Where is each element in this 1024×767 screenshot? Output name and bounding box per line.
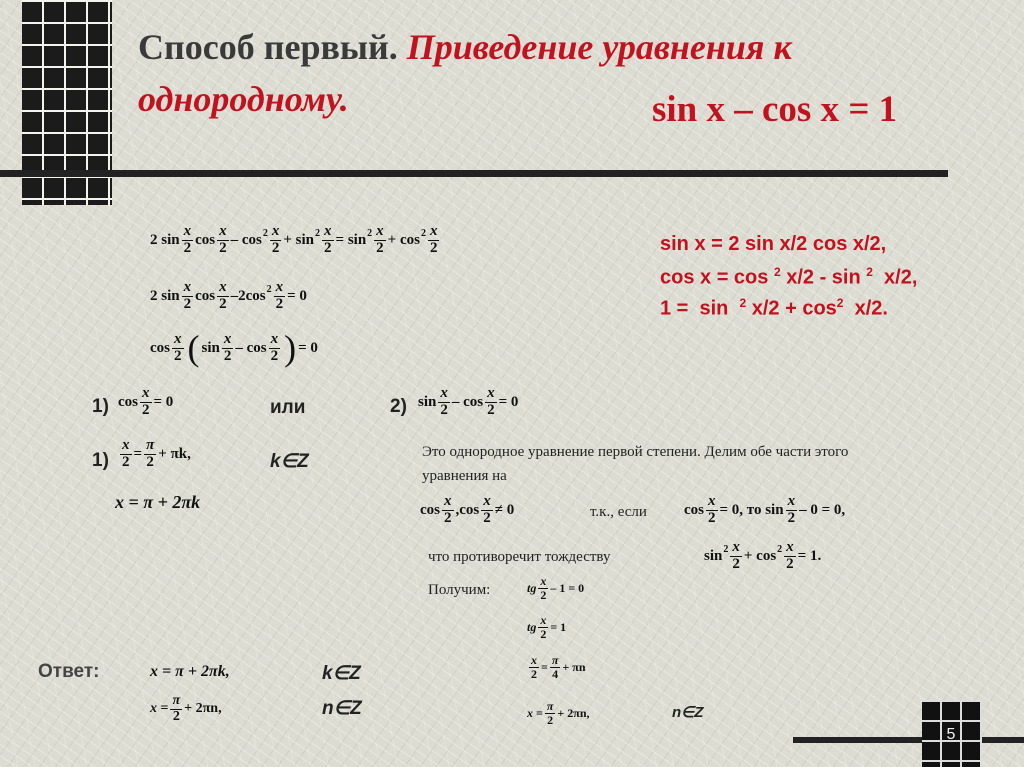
tg-step-4: x = $\frac{\pi}{2}$ + 2πn,: [527, 699, 590, 727]
case-one-solution: $\frac{x}{2}$ = $\frac{\pi}{2}$ + πk,: [122, 437, 191, 470]
identity-cos: cos x = cos $^2$ x/2 - sin $^2$ x/2,: [660, 265, 918, 289]
identity-one: 1 = sin $^2$ $x/2 + \cos^2 x/2$.: [660, 296, 888, 320]
homogeneous-text-2: уравнения на: [422, 468, 507, 484]
tg-step-3: $\frac{x}{2}$ = $\frac{\pi}{4}$ + πn: [531, 653, 586, 681]
slide-title-line2: однородному.: [138, 79, 349, 119]
or-label: или: [270, 397, 306, 418]
page-number: 5: [946, 726, 956, 743]
since-text: т.к., если: [590, 504, 647, 520]
tg-step-2: tg $\frac{x}{2}$ = 1: [527, 613, 567, 641]
answer-label: Ответ:: [38, 661, 100, 682]
equation-step-2: 2 sin $\frac{x}{2}$ cos $\frac{x}{2}$ – 2cos 2 $\frac{x}{2}$ = 0: [150, 279, 307, 312]
answer-x2: x = $\frac{\pi}{2}$ + 2πn,: [150, 693, 222, 724]
title-highlight: Приведение уравнения к: [406, 27, 792, 67]
equation-step-3: cos $\frac{x}{2}$ ( sin $\frac{x}{2}$ – cos $\frac{x}{2}$ ) = 0: [150, 328, 318, 368]
case-one-label: 1): [92, 396, 109, 417]
case-one-solution-label: 1): [92, 450, 109, 471]
answer-x1: x = π + 2πk,: [150, 663, 230, 680]
homogeneous-text: Это однородное уравнение первой степени. Делим обе части этого: [422, 444, 849, 460]
identity-check: sin 2 $\frac{x}{2}$ + cos 2 $\frac{x}{2}$ = 1 .: [704, 539, 822, 572]
contradicts-text: что противоречит тождеству: [428, 549, 611, 565]
case-two-label: 2): [390, 396, 407, 417]
get-text: Получим:: [428, 582, 491, 598]
identity-sin: sin x = 2 sin x/2 cos x/2,: [660, 233, 887, 255]
case-one-equation: cos $\frac{x}{2}$ = 0: [118, 385, 174, 418]
main-equation: sin x – cos x = 1: [652, 89, 898, 130]
slide-title-line1: [138, 26, 792, 68]
case-two-equation: sin $\frac{x}{2}$ – cos $\frac{x}{2}$ = 0: [418, 385, 519, 418]
equation-step-1: 2 sin $\frac{x}{2}$ cos $\frac{x}{2}$ – cos 2 $\frac{x}{2}$ + sin 2 $\frac{x}{2}$ = sin 2 $\frac{x}{2}$ + cos 2 $\frac{x}{2}$: [150, 223, 438, 256]
bottom-divider: [793, 737, 1024, 743]
title-prefix: Способ первый.: [138, 27, 398, 67]
answer-k-in-z: k∈Z: [322, 663, 361, 684]
answer-n-in-z: n∈Z: [322, 698, 362, 719]
case-one-result: x = π + 2πk: [115, 492, 201, 512]
since-condition: cos $\frac{x}{2}$ = 0, то sin $\frac{x}{2}$ – 0 = 0 ,: [684, 493, 846, 526]
top-divider: [0, 170, 948, 177]
tg-step-1: tg $\frac{x}{2}$ – 1 = 0: [527, 574, 585, 602]
n-in-z-label-right: n∈Z: [672, 704, 704, 721]
k-in-z-label: k∈Z: [270, 451, 309, 472]
divide-by-cos: cos $\frac{x}{2}$ , cos $\frac{x}{2}$ ≠ 0: [420, 493, 515, 526]
